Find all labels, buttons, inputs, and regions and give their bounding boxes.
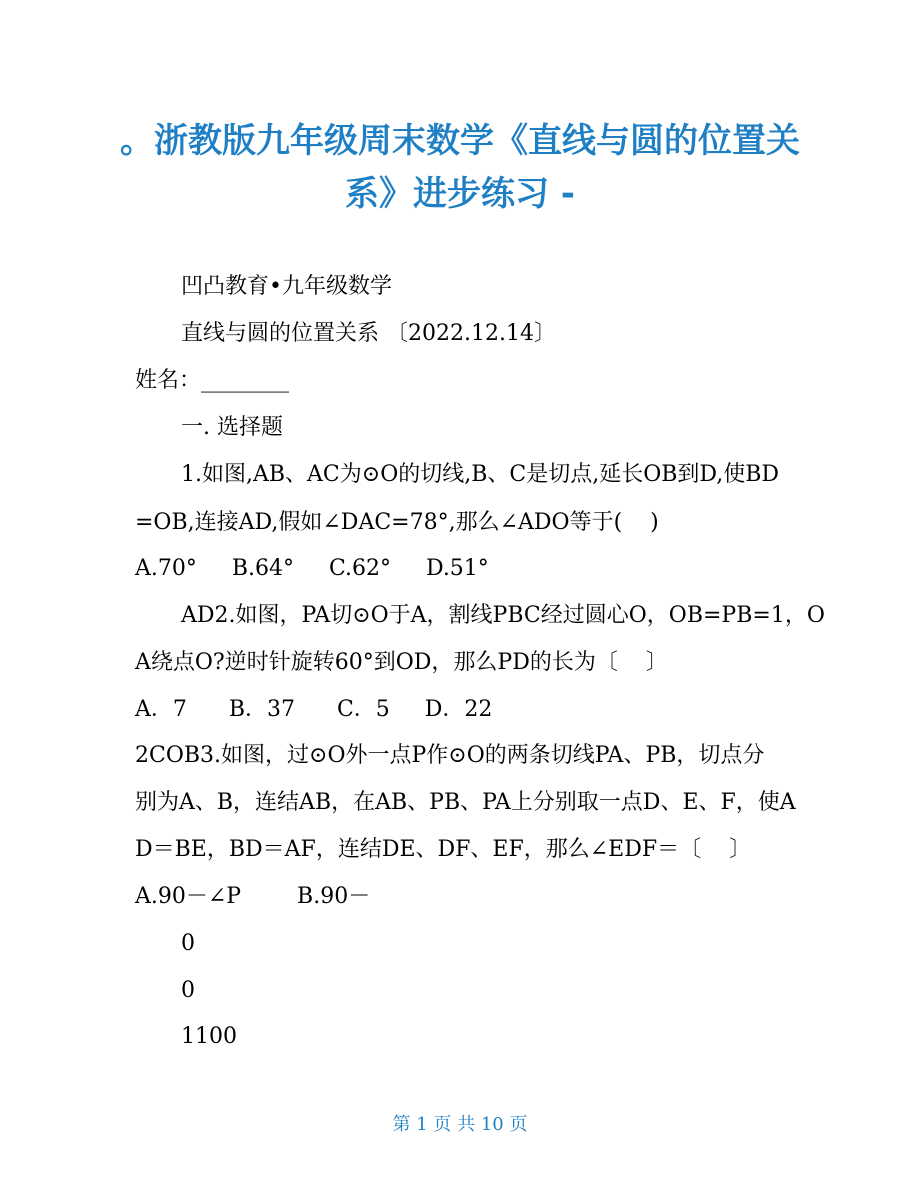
section-heading: 一. 选择题 — [181, 415, 283, 440]
document-title-line-2: 系》进步练习 - — [345, 174, 575, 214]
text-fragment: 0 — [181, 931, 195, 956]
publisher-line: 凹凸教育•九年级数学 — [181, 274, 392, 299]
text-fragment: 1100 — [181, 1024, 237, 1049]
question-3-line-3: D＝BE，BD＝AF，连结DE、DF、EF，那么∠EDF＝〔 〕 — [135, 837, 752, 862]
question-1-line-1: 1.如图,AB、AC为⊙O的切线,B、C是切点,延长OB到D,使BD — [181, 462, 780, 487]
question-2-options: A．7 B．37 C．5 D．22 — [135, 697, 493, 722]
question-1-line-2: =OB,连接AD,假如∠DAC=78°,那么∠ADO等于( ) — [135, 510, 659, 535]
question-1-options: A.70° B.64° C.62° D.51° — [135, 556, 489, 581]
question-3-line-1: 2COB3.如图，过⊙O外一点P作⊙O的两条切线PA、PB，切点分 — [135, 743, 765, 768]
name-field: 姓名：________ — [135, 368, 290, 393]
page-number-footer: 第 1 页 共 10 页 — [392, 1114, 528, 1135]
document-title-line-1: 。浙教版九年级周末数学《直线与圆的位置关 — [120, 121, 800, 161]
question-3-options: A.90－∠P B.90－ — [135, 884, 371, 909]
text-fragment: 0 — [181, 978, 195, 1003]
subtitle-line: 直线与圆的位置关系 〔2022.12.14〕 — [181, 321, 556, 346]
question-2-line-2: A绕点O?逆时针旋转60°到OD，那么PD的长为〔 〕 — [135, 650, 668, 675]
question-2-line-1: AD2.如图，PA切⊙O于A，割线PBC经过圆心O，OB=PB=1，O — [181, 603, 825, 628]
question-3-line-2: 别为A、B，连结AB，在AB、PB、PA上分别取一点D、E、F，使A — [135, 790, 796, 815]
